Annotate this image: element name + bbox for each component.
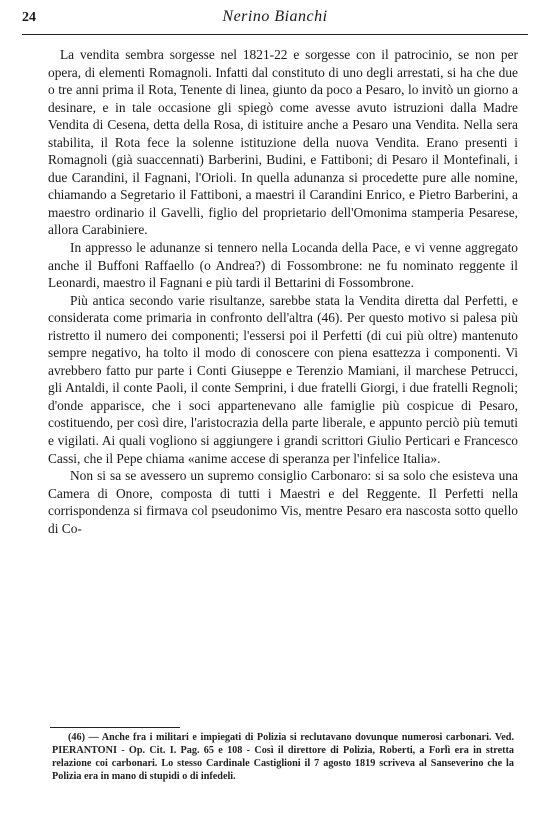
body-paragraph: Più antica secondo varie risultanze, sarebbe stata la Vendita diretta dal Perfetti, e considerata come primaria in confronto dell'altra (46). Per questo motivo si palesa più ristretto il numero dei componenti; l'essersi poi il Perfetti (di cui più oltre) mantenuto sempre negativo, ha tolto il modo di conoscere con piena esattezza i componenti. Vi avrebbero fatto pur parte i Conti Giuseppe e Terenzio Mamiani, il marchese Petrucci, gli Antaldi, il conte Paoli, il conte Semprini, i due fratelli Giorgi, i due fratelli Regnoli; d'onde apparisce, che i soci appartenevano alle famiglie più cospicue di Pesaro, costituendo, per così dire, l'aristocrazia della parte liberale, e appunto perciò più temuti e vigilati. Ai quali vogliono si aggiungere i grandi scrittori Giulio Perticari e Francesco Cassi, che il Pepe chiama «anime accese di speranza per l'infelice Italia».	[48, 292, 518, 466]
header-rule	[22, 34, 528, 35]
running-head	[0, 6, 550, 32]
running-title: Nerino Bianchi	[222, 8, 328, 25]
footnote-rule	[50, 727, 180, 728]
body-paragraph: La vendita sembra sorgesse nel 1821-22 e sorgesse con il patrocinio, se non per opera, di elementi Romagnoli. Infatti dal constituto di uno degli arrestati, si ha che due o tre anni prima il Rota, Tenente di linea, giunto da poco a Pesaro, lo invitò un giorno a desinare, e in tale occasione gli spiegò come avesse avuto istruzioni dalla Madre Vendita di Cesena, detta della Rosa, di istituire anche a Pesaro una Vendita. Nella sera stabilita, il Rota fece la solenne istituzione della nuova Vendita. Erano presenti i Romagnoli (già suaccennati) Barberini, Budini, e Fattiboni; di Pesaro il Montefinali, i due Carandini, il Fagnani, l'Orioli. In quella adunanza si procedette pure alle nomine, chiamando a Segretario il Fattiboni, a maestri il Carandini Enrico, e Pietro Barberini, a maestro ordinario il Gavelli, figlio del proprietario dell'Omonima stamperia Pesarese, allora Carabiniere.	[48, 47, 518, 238]
body-text	[48, 46, 518, 537]
page-number: 24	[22, 10, 36, 25]
body-paragraph: Non si sa se avessero un supremo consiglio Carbonaro: si sa solo che esisteva una Camera di Onore, composta di tutti i Maestri e del Reggente. Il Perfetti nella corrispondenza si firmava col pseudonimo Vis, mentre Pesaro era nascosta sotto quello di Co-	[48, 468, 518, 536]
body-paragraph: In appresso le adunanze si tennero nella Locanda della Pace, e vi venne aggregato anche il Buffoni Raffaello (o Andrea?) di Fossombrone: ne fu nominato reggente il Leonardi, maestro il Fagnani e più tardi il Bettarini di Fossombrone.	[48, 240, 518, 291]
footnote: (46) — Anche fra i militari e impiegati di Polizia si reclutavano dovunque numerosi carbonari. Ved. PIERANTONI - Op. Cit. I. Pag. 65 e 108 - Così il direttore di Polizia, Roberti, a Forlì era in stretta relazione coi carbonari. Lo stesso Cardinale Castiglioni il 7 agosto 1819 scriveva al Sanseverino che la Polizia era in mano di stupidi o di infedeli.	[52, 732, 514, 782]
footnotes	[52, 731, 514, 783]
